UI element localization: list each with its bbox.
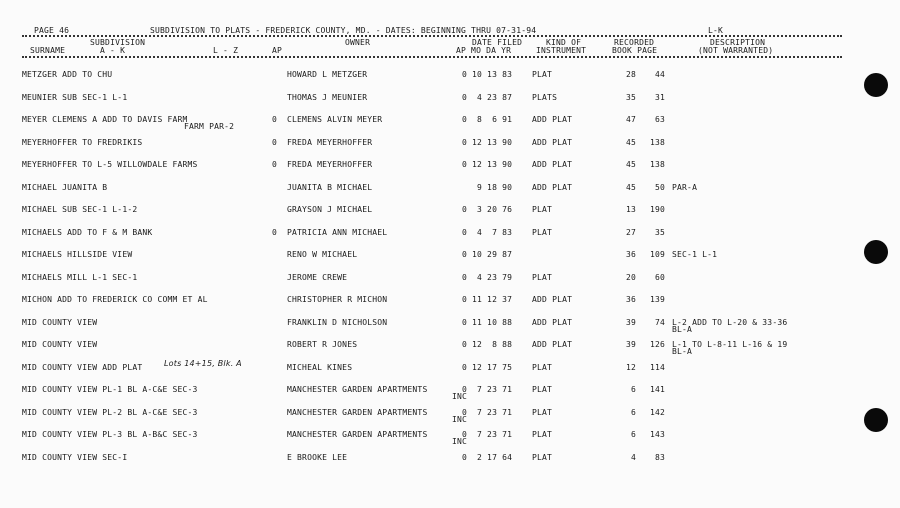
date-filed: 2 17 64 xyxy=(472,452,513,462)
record-book: 20 xyxy=(625,272,636,282)
record-page: 35 xyxy=(654,227,665,237)
record-page: 142 xyxy=(649,407,665,417)
instrument-kind: ADD PLAT xyxy=(532,182,573,192)
record-book: 6 xyxy=(630,430,636,439)
col-l-z: L - Z xyxy=(213,46,239,55)
col-a-k: A - K xyxy=(100,46,126,55)
record-page: 74 xyxy=(654,317,665,327)
instrument-kind: PLAT xyxy=(532,70,553,79)
date-filed: 12 17 75 xyxy=(472,362,513,372)
owner-name-continued: INC xyxy=(452,437,468,446)
ap-flag: 0 xyxy=(462,92,468,102)
date-filed: 11 10 88 xyxy=(472,317,513,327)
record-book: 27 xyxy=(625,227,636,237)
record-page: 138 xyxy=(649,160,665,169)
ap-flag: 0 xyxy=(462,137,468,147)
page-title: SUBDIVISION TO PLATS - FREDERICK COUNTY, MD. - DATES: BEGINNING THRU 07-31-94 xyxy=(150,26,537,35)
ap-flag: 0 xyxy=(462,250,468,259)
owner-name: MANCHESTER GARDEN APARTMENTS xyxy=(287,430,428,439)
record-page: 31 xyxy=(654,92,665,102)
ap-flag: 0 xyxy=(462,452,468,462)
record-page: 139 xyxy=(649,295,665,304)
subdivision-name: MICHON ADD TO FREDERICK CO COMM ET AL xyxy=(22,295,208,304)
ap-flag: 0 xyxy=(462,205,468,214)
instrument-kind: ADD PLAT xyxy=(532,340,573,349)
record-book: 39 xyxy=(625,317,636,327)
ap-flag: 0 xyxy=(462,70,468,79)
subdivision-name: MICHAELS MILL L-1 SEC-1 xyxy=(22,272,138,282)
instrument-kind: ADD PLAT xyxy=(532,160,573,169)
record-page: 83 xyxy=(654,452,665,462)
record-page: 109 xyxy=(649,250,665,259)
instrument-kind: PLAT xyxy=(532,385,553,394)
date-filed: 9 18 90 xyxy=(472,182,513,192)
header-rule-bottom xyxy=(22,56,842,58)
record-book: 45 xyxy=(625,160,636,169)
ap-flag: 0 xyxy=(462,362,468,372)
col-description: DESCRIPTION xyxy=(710,38,766,47)
subdivision-name: MICHAELS HILLSIDE VIEW xyxy=(22,250,133,259)
record-page: 60 xyxy=(654,272,665,282)
instrument-kind: PLAT xyxy=(532,362,553,372)
record-page: 190 xyxy=(649,205,665,214)
record-page: 44 xyxy=(654,70,665,79)
instrument-kind: PLATS xyxy=(532,92,558,102)
record-book: 6 xyxy=(630,385,636,394)
binder-hole xyxy=(864,408,888,432)
subdivision-name: MICHAELS ADD TO F & M BANK xyxy=(22,227,153,237)
owner-name-continued: INC xyxy=(452,414,468,424)
record-page: 63 xyxy=(654,115,665,124)
date-filed: 4 7 83 xyxy=(472,227,513,237)
owner-name: CHRISTOPHER R MICHON xyxy=(287,295,388,304)
record-page: 138 xyxy=(649,137,665,147)
date-filed: 12 13 90 xyxy=(472,160,513,169)
col-owner: OWNER xyxy=(345,38,371,47)
ap-flag: 0 xyxy=(462,295,468,304)
subdivision-name: MID COUNTY VIEW SEC-I xyxy=(22,452,128,462)
date-filed: 11 12 37 xyxy=(472,295,513,304)
col-ap-mo-da-yr: AP MO DA YR xyxy=(456,46,512,55)
instrument-kind: ADD PLAT xyxy=(532,295,573,304)
date-filed: 7 23 71 xyxy=(472,407,513,417)
owner-name: RENO W MICHAEL xyxy=(287,250,358,259)
instrument-kind: ADD PLAT xyxy=(532,137,573,147)
date-filed: 12 13 90 xyxy=(472,137,513,147)
subdivision-name: MICHAEL SUB SEC-1 L-1-2 xyxy=(22,205,138,214)
ap-flag: 0 xyxy=(462,340,468,349)
subdivision-name-continued: FARM PAR-2 xyxy=(184,122,235,131)
date-filed: 7 23 71 xyxy=(472,385,513,394)
owner-name: E BROOKE LEE xyxy=(287,452,348,462)
instrument-kind: PLAT xyxy=(532,227,553,237)
date-filed: 10 29 87 xyxy=(472,250,513,259)
record-book: 12 xyxy=(625,362,636,372)
ap-flag: 0 xyxy=(462,115,468,124)
owner-name: FRANKLIN D NICHOLSON xyxy=(287,317,388,327)
owner-name: HOWARD L METZGER xyxy=(287,70,368,79)
owner-name: ROBERT R JONES xyxy=(287,340,358,349)
owner-name: CLEMENS ALVIN MEYER xyxy=(287,115,383,124)
date-filed: 4 23 87 xyxy=(472,92,513,102)
binder-hole xyxy=(864,73,888,97)
col-book-page: BOOK PAGE xyxy=(612,46,658,55)
date-filed: 10 13 83 xyxy=(472,70,513,79)
col-subdivision: SUBDIVISION xyxy=(90,38,146,47)
record-book: 28 xyxy=(625,70,636,79)
date-filed: 4 23 79 xyxy=(472,272,513,282)
header-rule-top xyxy=(22,35,842,37)
record-page: 126 xyxy=(649,340,665,349)
owner-name: FREDA MEYERHOFFER xyxy=(287,137,373,147)
subdivision-name: MID COUNTY VIEW ADD PLAT xyxy=(22,362,143,372)
subdivision-name: MICHAEL JUANITA B xyxy=(22,182,108,192)
instrument-kind: ADD PLAT xyxy=(532,115,573,124)
page-tag: L-K xyxy=(708,26,724,35)
description-continued: BL-A xyxy=(672,324,693,334)
record-book: 45 xyxy=(625,137,636,147)
instrument-kind: PLAT xyxy=(532,205,553,214)
subdivision-name: MID COUNTY VIEW PL-1 BL A-C&E SEC-3 xyxy=(22,385,198,394)
instrument-kind: PLAT xyxy=(532,407,553,417)
record-book: 45 xyxy=(625,182,636,192)
ap-flag-lz: 0 xyxy=(272,227,278,237)
col-surname: SURNAME xyxy=(30,46,66,55)
description: L-2 ADD TO L-20 & 33-36 xyxy=(672,317,788,327)
owner-name: GRAYSON J MICHAEL xyxy=(287,205,373,214)
date-filed: 12 8 88 xyxy=(472,340,513,349)
col-instrument: INSTRUMENT xyxy=(536,46,587,55)
owner-name: JUANITA B MICHAEL xyxy=(287,182,373,192)
instrument-kind: PLAT xyxy=(532,452,553,462)
subdivision-name: MID COUNTY VIEW PL-3 BL A-B&C SEC-3 xyxy=(22,430,198,439)
subdivision-name: MID COUNTY VIEW xyxy=(22,340,98,349)
col-date-filed: DATE FILED xyxy=(472,38,523,47)
record-book: 6 xyxy=(630,407,636,417)
instrument-kind: PLAT xyxy=(532,430,553,439)
description: PAR-A xyxy=(672,182,698,192)
col-ap: AP xyxy=(272,46,283,55)
subdivision-name: MID COUNTY VIEW PL-2 BL A-C&E SEC-3 xyxy=(22,407,198,417)
handwritten-note: Lots 14+15, Blk. A xyxy=(164,358,242,368)
ap-flag: 0 xyxy=(462,407,468,417)
record-book: 4 xyxy=(630,452,636,462)
col-kind-of: KIND OF xyxy=(546,38,582,47)
owner-name: MICHEAL KINES xyxy=(287,362,353,372)
instrument-kind: ADD PLAT xyxy=(532,317,573,327)
subdivision-name: MEYERHOFFER TO FREDRIKIS xyxy=(22,137,143,147)
record-page: 141 xyxy=(649,385,665,394)
record-book: 47 xyxy=(625,115,636,124)
ap-flag-lz: 0 xyxy=(272,115,278,124)
col-recorded: RECORDED xyxy=(614,38,655,47)
owner-name: JEROME CREWE xyxy=(287,272,348,282)
record-page: 143 xyxy=(649,430,665,439)
description: L-1 TO L-8-11 L-16 & 19 xyxy=(672,340,788,349)
subdivision-name: METZGER ADD TO CHU xyxy=(22,70,113,79)
record-book: 35 xyxy=(625,92,636,102)
date-filed: 3 20 76 xyxy=(472,205,513,214)
ap-flag-lz: 0 xyxy=(272,137,278,147)
owner-name: MANCHESTER GARDEN APARTMENTS xyxy=(287,385,428,394)
ap-flag: 0 xyxy=(462,430,468,439)
owner-name: FREDA MEYERHOFFER xyxy=(287,160,373,169)
date-filed: 7 23 71 xyxy=(472,430,513,439)
record-book: 39 xyxy=(625,340,636,349)
binder-hole xyxy=(864,240,888,264)
record-book: 36 xyxy=(625,250,636,259)
description-continued: BL-A xyxy=(672,347,693,356)
col-not-warranted: (NOT WARRANTED) xyxy=(698,46,774,55)
owner-name: MANCHESTER GARDEN APARTMENTS xyxy=(287,407,428,417)
record-page: 50 xyxy=(654,182,665,192)
ap-flag: 0 xyxy=(462,317,468,327)
subdivision-name: MID COUNTY VIEW xyxy=(22,317,98,327)
instrument-kind: PLAT xyxy=(532,272,553,282)
record-book: 36 xyxy=(625,295,636,304)
subdivision-name: MEYER CLEMENS A ADD TO DAVIS FARM xyxy=(22,115,188,124)
page-label: PAGE 46 xyxy=(34,26,70,35)
description: SEC-1 L-1 xyxy=(672,250,718,259)
owner-name-continued: INC xyxy=(452,392,468,401)
ap-flag-lz: 0 xyxy=(272,160,278,169)
record-book: 13 xyxy=(625,205,636,214)
record-page: 114 xyxy=(649,362,665,372)
ap-flag: 0 xyxy=(462,160,468,169)
owner-name: PATRICIA ANN MICHAEL xyxy=(287,227,388,237)
subdivision-name: MEUNIER SUB SEC-1 L-1 xyxy=(22,92,128,102)
ap-flag: 0 xyxy=(462,272,468,282)
subdivision-name: MEYERHOFFER TO L-5 WILLOWDALE FARMS xyxy=(22,160,198,169)
date-filed: 8 6 91 xyxy=(472,115,513,124)
ap-flag: 0 xyxy=(462,385,468,394)
ap-flag: 0 xyxy=(462,227,468,237)
owner-name: THOMAS J MEUNIER xyxy=(287,92,368,102)
